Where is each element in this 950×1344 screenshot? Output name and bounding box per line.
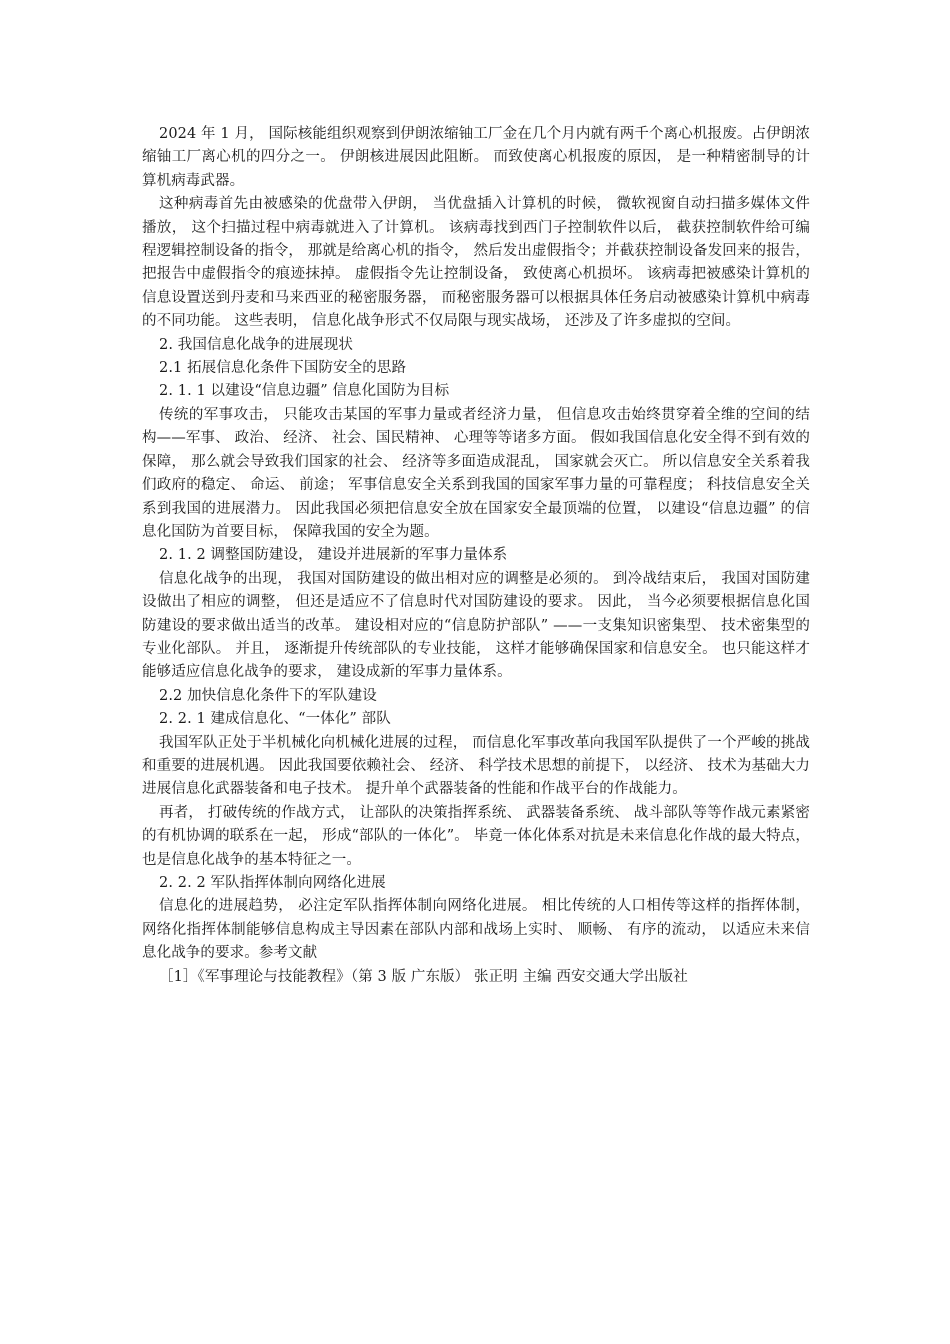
body-paragraph: 2024 年 1 月， 国际核能组织观察到伊朗浓缩铀工厂金在几个月内就有两千个离心机报废。占伊朗浓缩铀工厂离心机的四分之一。 伊朗核进展因此阻断。 而致使离心机报废的原因， 是一种精密制导的计算机病毒武器。 (142, 126, 810, 189)
subsubsection-heading: 2. 2. 1 建成信息化、“一体化” 部队 (159, 711, 391, 728)
section-heading: 2. 我国信息化战争的进展现状 (159, 336, 353, 353)
subsection-heading: 2.2 加快信息化条件下的军队建设 (159, 687, 377, 704)
subsection-heading: 2.1 拓展信息化条件下国防安全的思路 (159, 360, 407, 377)
subsubsection-heading: 2. 1. 2 调整国防建设， 建设并进展新的军事力量体系 (159, 547, 508, 564)
subsubsection-heading: 2. 2. 2 军队指挥体制向网络化进展 (159, 875, 386, 891)
body-paragraph: 传统的军事攻击， 只能攻击某国的军事力量或者经济力量， 但信息攻击始终贯穿着全维的空间的结构——军事、 政治、 经济、 社会、国民精神、 心理等等诸多方面。 假如我国信息化安全得不到有效的保障， 那么就会导致我们国家的社会、 经济等多面造成混乱， 国家就会灭亡。 所以信息安全关系着我们政府的稳定、 命运、 前途； 军事信息安全关系到我国的国家军事力量的可靠程度； 科技信息安全关系到我国的进展潜力。 因此我国必须把信息安全放在国家安全最顶端的位置， 以建设“信息边疆” 的信息化国防为首要目标， 保障我国的安全为题。 (142, 406, 810, 540)
body-paragraph: 再者， 打破传统的作战方式， 让部队的决策指挥系统、 武器装备系统、 战斗部队等等作战元素紧密的有机协调的联系在一起， 形成“部队的一体化”。 毕竟一体化体系对抗是未来信息化作战的最大特点，也是信息化战争的基本特征之一。 (142, 804, 810, 868)
body-paragraph: 我国军队正处于半机械化向机械化进展的过程， 而信息化军事改革向我国军队提供了一个严峻的挑战和重要的进展机遇。 因此我国要依赖社会、 经济、 科学技术思想的前提下， 以经济、 技术为基础大力进展信息化武器装备和电子技术。 提升单个武器装备的性能和作战平台的作战能力。 (142, 734, 810, 798)
body-paragraph: 这种病毒首先由被感染的优盘带入伊朗， 当优盘插入计算机的时候， 微软视窗自动扫描多媒体文件播放， 这个扫描过程中病毒就进入了计算机。 该病毒找到西门子控制软件以后， 截获控制软件给可编程逻辑控制设备的指令， 那就是给离心机的指令， 然后发出虚假指令；并截获控制设备发回来的报告， 把报告中虚假指令的痕迹抹掉。 虚假指令先让控制设备， 致使离心机损坏。 该病毒把被感染计算机的信息设置送到丹麦和马来西亚的秘密服务器， 而秘密服务器可以根据具体任务启动被感染计算机中病毒的不同功能。 这些表明， 信息化战争形式不仅局限与现实战场， 还涉及了许多虚拟的空间。 (142, 196, 810, 330)
subsubsection-heading: 2. 1. 1 以建设“信息边疆” 信息化国防为目标 (159, 383, 450, 400)
body-paragraph: 信息化的进展趋势， 必注定军队指挥体制向网络化进展。 相比传统的人口相传等这样的指挥体制， 网络化指挥体制能够信息构成主导因素在部队内部和战场上实时、 顺畅、 有序的流动， 以适应未来信息化战争的要求。参考文献 (142, 898, 810, 962)
body-paragraph: 信息化战争的出现， 我国对国防建设的做出相对应的调整是必须的。 到冷战结束后， 我国对国防建设做出了相应的调整， 但还是适应不了信息时代对国防建设的要求。 因此， 当今必须要根据信息化国防建设的要求做出适当的改革。 建设相对应的“信息防护部队” ——一支集知识密集型、 技术密集型的专业化部队。 并且， 逐渐提升传统部队的专业技能， 这样才能够确保国家和信息安全。 也只能这样才能够适应信息化战争的要求， 建设成新的军事力量体系。 (142, 570, 810, 681)
reference-entry: ［1］《军事理论与技能教程》（第 3 版 广东版） 张正明 主编 西安交通大学出版社 (159, 968, 688, 985)
document-body (142, 123, 810, 989)
